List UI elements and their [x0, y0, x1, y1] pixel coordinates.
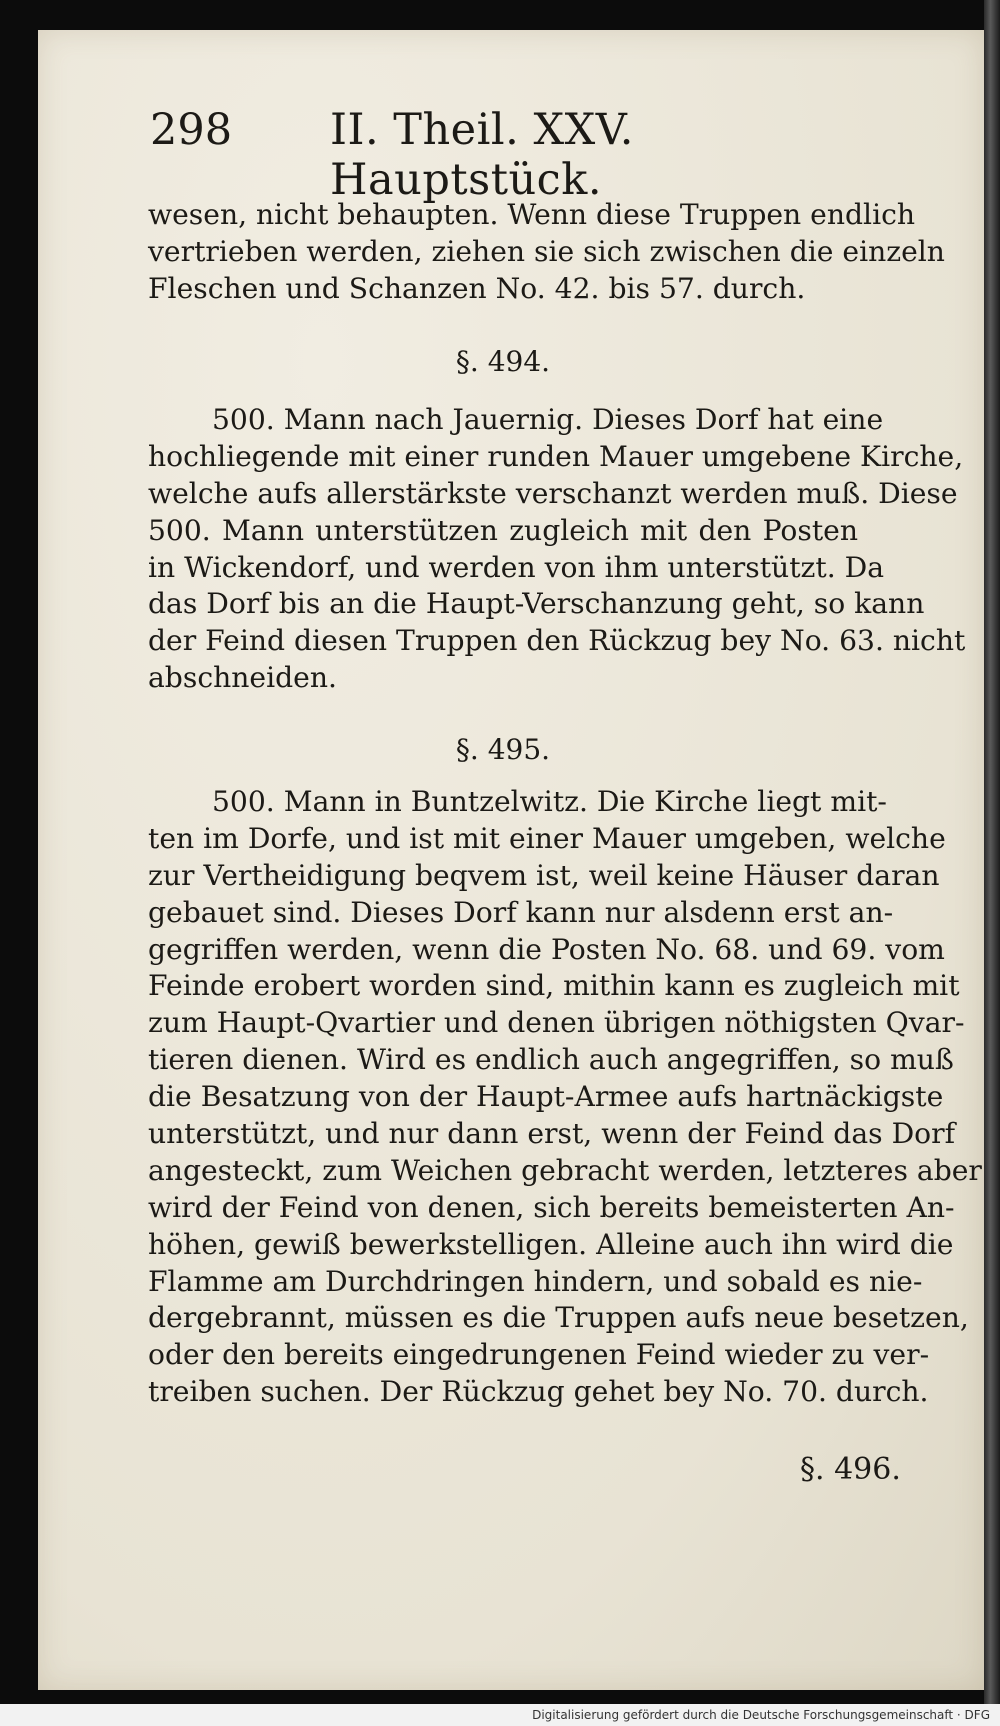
- text-line: die Besatzung von der Haupt-Armee aufs hartnäckigste: [148, 1080, 944, 1114]
- text-line: wesen, nicht behaupten. Wenn diese Truppen endlich: [148, 198, 916, 231]
- scan-edge: [984, 0, 1000, 1726]
- text-line: gegriffen werden, wenn die Posten No. 68. und 69. vom: [148, 932, 945, 966]
- paragraph-3: [148, 784, 982, 1411]
- text-line: 500. Mann in Buntzelwitz. Die Kirche liegt mit-: [212, 785, 887, 818]
- digitization-footer: [0, 1704, 1000, 1726]
- text-line: abschneiden.: [148, 661, 337, 695]
- text-line: Flamme am Durchdringen hindern, und sobald es nie-: [148, 1264, 923, 1298]
- text-line: wird der Feind von denen, sich bereits bemeisterten An-: [148, 1190, 955, 1224]
- text-line: der Feind diesen Truppen den Rückzug bey No. 63. nicht: [148, 624, 966, 658]
- paragraph-2: [148, 402, 966, 697]
- text-line: dergebrannt, müssen es die Truppen aufs neue besetzen,: [148, 1301, 969, 1335]
- text-line: in Wickendorf, und werden von ihm unterstützt. Da: [148, 550, 885, 584]
- page-number: 298: [150, 105, 233, 155]
- text-line: treiben suchen. Der Rückzug gehet bey No. 70. durch.: [148, 1375, 929, 1409]
- text-line: welche aufs allerstärkste verschanzt werden muß. Diese: [148, 476, 958, 510]
- section-heading-494: §. 494.: [455, 345, 551, 378]
- text-line: vertrieben werden, ziehen sie sich zwischen die einzeln: [148, 234, 945, 268]
- text-line: gebauet sind. Dieses Dorf kann nur alsdenn erst an-: [148, 895, 894, 929]
- text-line: Fleschen und Schanzen No. 42. bis 57. durch.: [148, 271, 806, 305]
- text-line: oder den bereits eingedrungenen Feind wieder zu ver-: [148, 1338, 930, 1372]
- text-line: 500. Mann unterstützen zugleich mit den Posten: [148, 513, 858, 547]
- text-line: Feinde erobert worden sind, mithin kann es zugleich mit: [148, 969, 960, 1003]
- text-line: tieren dienen. Wird es endlich auch angegriffen, so muß: [148, 1043, 954, 1077]
- text-line: angesteckt, zum Weichen gebracht werden, letzteres aber: [148, 1153, 982, 1187]
- text-line: hochliegende mit einer runden Mauer umgebene Kirche,: [148, 439, 964, 473]
- catchword: §. 496.: [800, 1452, 901, 1487]
- section-heading-495: §. 495.: [455, 733, 551, 766]
- text-line: 500. Mann nach Jauernig. Dieses Dorf hat eine: [212, 403, 884, 436]
- running-title: II. Theil. XXV. Hauptstück.: [330, 105, 634, 205]
- text-line: ten im Dorfe, und ist mit einer Mauer umgeben, welche: [148, 821, 946, 855]
- text-line: höhen, gewiß bewerkstelligen. Alleine auch ihn wird die: [148, 1227, 954, 1261]
- text-line: unterstützt, und nur dann erst, wenn der Feind das Dorf: [148, 1117, 956, 1151]
- text-line: das Dorf bis an die Haupt-Verschanzung geht, so kann: [148, 587, 925, 621]
- running-header: [125, 105, 805, 205]
- paragraph-1: [148, 197, 945, 308]
- text-line: zum Haupt-Qvartier und denen übrigen nöthigsten Qvar-: [148, 1006, 965, 1040]
- text-line: zur Vertheidigung beqvem ist, weil keine Häuser daran: [148, 858, 940, 892]
- footer-credit: Digitalisierung gefördert durch die Deutsche Forschungsgemeinschaft · DFG: [532, 1708, 990, 1722]
